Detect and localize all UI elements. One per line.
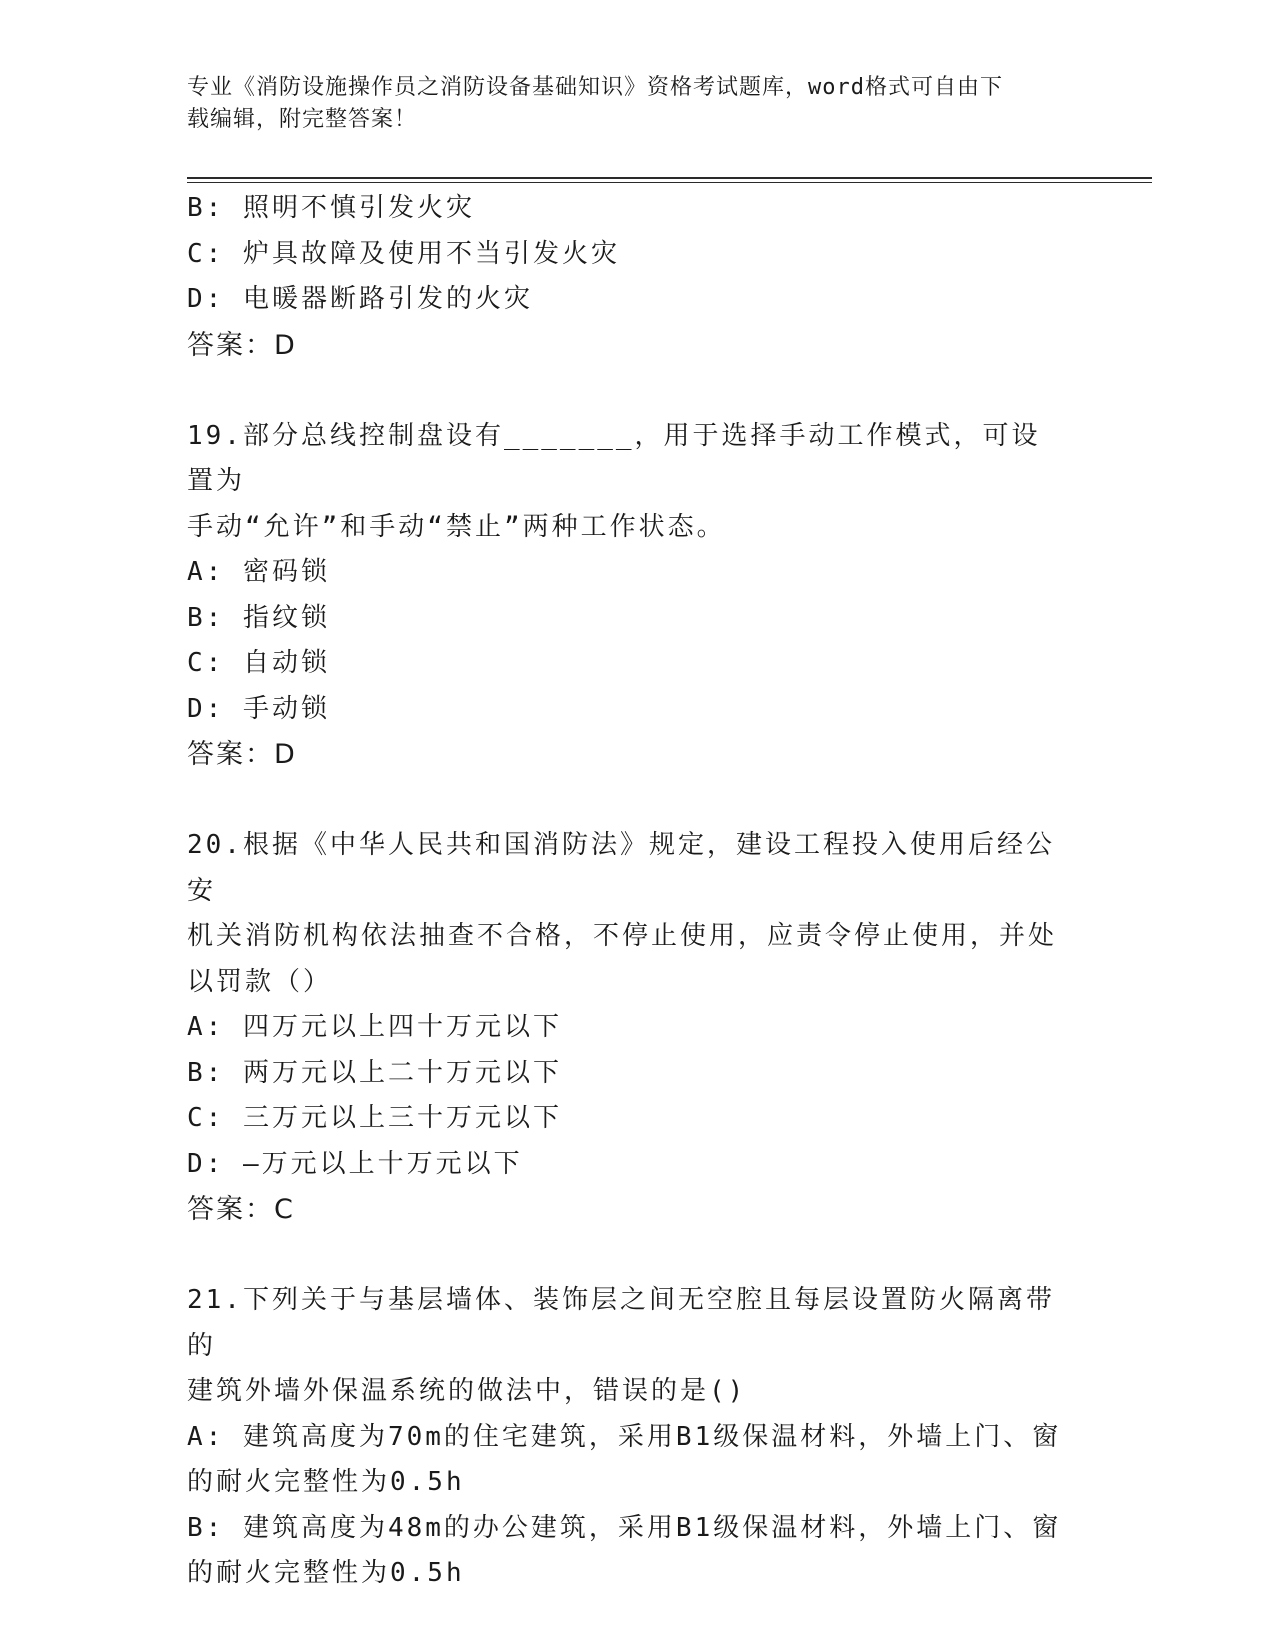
question-stem: 机关消防机构依法抽查不合格，不停止使用，应责令停止使用，并处: [187, 921, 1058, 951]
option-a: A: 密码锁: [187, 557, 330, 587]
header-divider-thin: [187, 182, 1152, 183]
option-b-continued: 的耐火完整性为0.5h: [187, 1558, 465, 1588]
question-20: [187, 823, 1067, 1233]
question-19: [187, 414, 1067, 778]
option-d: D: —万元以上十万元以下: [187, 1148, 523, 1179]
answer: 答案：D: [187, 739, 297, 770]
option-b: B: 建筑高度为48m的办公建筑，采用B1级保温材料，外墙上门、窗: [187, 1512, 1062, 1543]
question-21: [187, 1278, 1067, 1597]
header-line-2: 载编辑，附完整答案！: [187, 107, 418, 132]
answer: 答案：D: [187, 329, 297, 361]
question-stem: 手动“允许”和手动“禁止”两种工作状态。: [187, 511, 726, 542]
option-d: D: 电暖器断路引发的火灾: [187, 284, 533, 314]
option-d: D: 手动锁: [187, 693, 330, 724]
question-stem: 20.根据《中华人民共和国消防法》规定，建设工程投入使用后经公安: [187, 830, 1055, 906]
answer: 答案：C: [187, 1194, 295, 1225]
question-stem: 19.部分总线控制盘设有_______，用于选择手动工作模式，可设置为: [187, 420, 1041, 496]
question-18-tail: [187, 186, 1067, 368]
header-divider-thick: [187, 177, 1152, 179]
option-c: C: 炉具故障及使用不当引发火灾: [187, 238, 620, 269]
document-header: [187, 72, 1067, 136]
option-b: B: 指纹锁: [187, 602, 330, 633]
header-line-1: 专业《消防设施操作员之消防设备基础知识》资格考试题库，word格式可自由下: [187, 75, 1003, 100]
option-c: C: 三万元以上三十万元以下: [187, 1103, 562, 1133]
question-stem: 21.下列关于与基层墙体、装饰层之间无空腔且每层设置防火隔离带的: [187, 1285, 1055, 1361]
option-b: B: 两万元以上二十万元以下: [187, 1057, 562, 1088]
option-a: A: 建筑高度为70m的住宅建筑，采用B1级保温材料，外墙上门、窗: [187, 1421, 1062, 1452]
option-a: A: 四万元以上四十万元以下: [187, 1012, 562, 1042]
option-a-continued: 的耐火完整性为0.5h: [187, 1467, 465, 1497]
question-stem: 以罚款（）: [187, 966, 333, 997]
option-c: C: 自动锁: [187, 648, 330, 678]
question-stem: 建筑外墙外保温系统的做法中，错误的是(): [187, 1376, 747, 1406]
option-b: B: 照明不慎引发火灾: [187, 193, 475, 223]
question-content: [187, 186, 1067, 1597]
